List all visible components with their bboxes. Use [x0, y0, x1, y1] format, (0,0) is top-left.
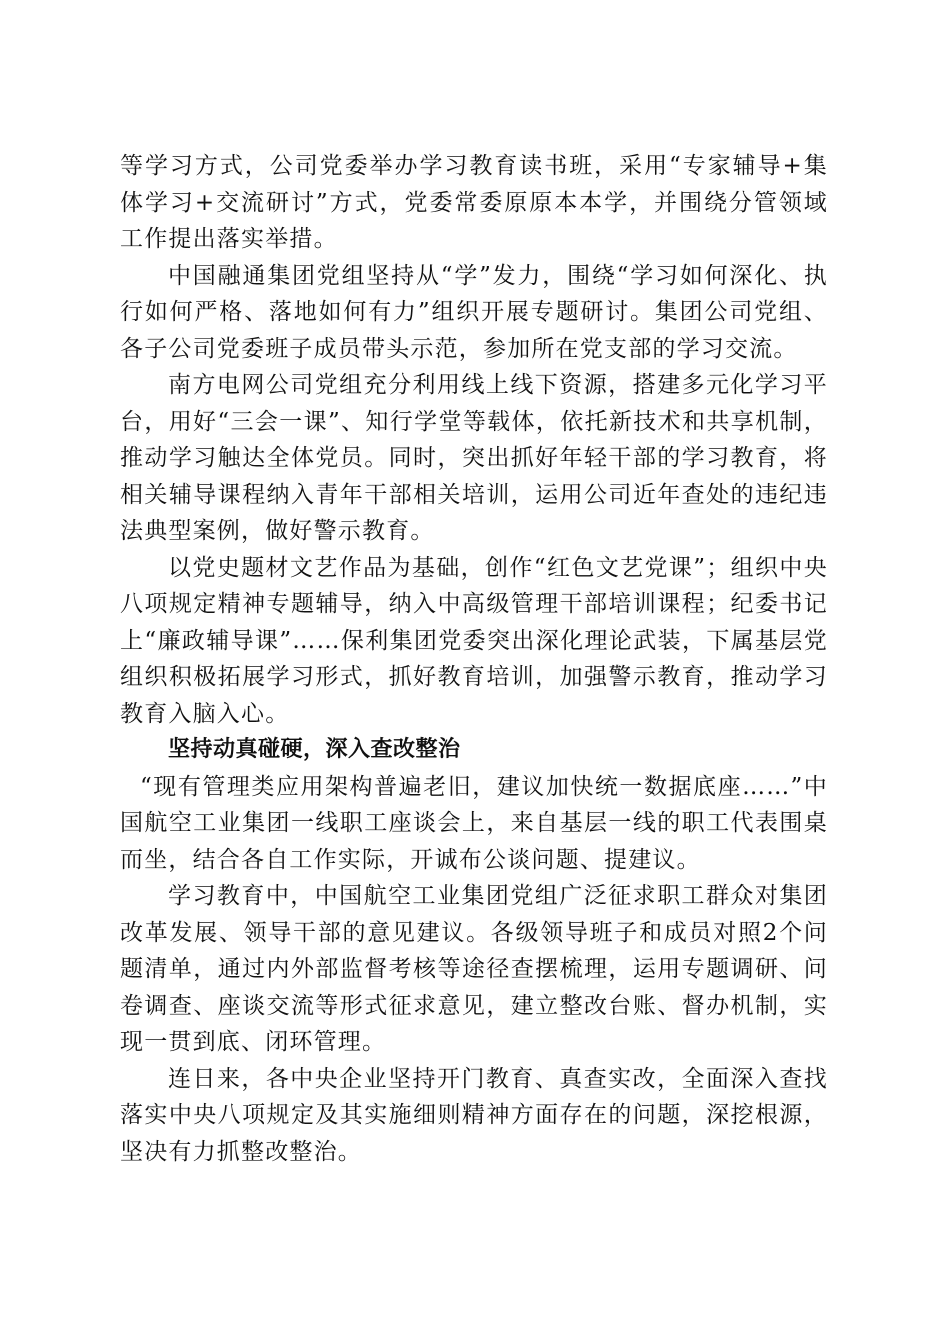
paragraph-5: “现有管理类应用架构普遍老旧，建议加快统一数据底座……”中国航空工业集团一线职工座谈会上，来自基层一线的职工代表围桌而坐，结合各自工作实际，开诚布公谈问题、提建议。 [120, 773, 828, 873]
paragraph-3: 南方电网公司党组充分利用线上线下资源，搭建多元化学习平台，用好“三会一课”、知行学堂等载体，依托新技术和共享机制，推动学习触达全体党员。同时，突出抓好年轻干部的学习教育，将相关辅导课程纳入青年干部相关培训，运用公司近年查处的违纪违法典型案例，做好警示教育。 [120, 372, 828, 544]
paragraph-7: 连日来，各中央企业坚持开门教育、真查实改，全面深入查找落实中央八项规定及其实施细则精神方面存在的问题，深挖根源，坚决有力抓整改整治。 [120, 1065, 828, 1165]
section-heading: 坚持动真碰硬，深入查改整治 [168, 737, 461, 762]
paragraph-2: 中国融通集团党组坚持从“学”发力，围绕“学习如何深化、执行如何严格、落地如何有力”组织开展专题研讨。集团公司党组、各子公司党委班子成员带头示范，参加所在党支部的学习交流。 [120, 262, 828, 362]
paragraph-4: 以党史题材文艺作品为基础，创作“红色文艺党课”；组织中央八项规定精神专题辅导，纳入中高级管理干部培训课程；纪委书记上“廉政辅导课”……保利集团党委突出深化理论武装，下属基层党组织积极拓展学习形式，抓好教育培训，加强警示教育，推动学习教育入脑入心。 [120, 554, 828, 727]
document-body [120, 148, 828, 1170]
paragraph-1: 等学习方式，公司党委举办学习教育读书班，采用“专家辅导+集体学习+交流研讨”方式，党委常委原原本本学，并围绕分管领域工作提出落实举措。 [120, 153, 828, 252]
paragraph-6: 学习教育中，中国航空工业集团党组广泛征求职工群众对集团改革发展、领导干部的意见建议。各级领导班子和成员对照2个问题清单，通过内外部监督考核等途径查摆梳理，运用专题调研、问卷调查、座谈交流等形式征求意见，建立整改台账、督办机制，实现一贯到底、闭环管理。 [120, 883, 828, 1055]
